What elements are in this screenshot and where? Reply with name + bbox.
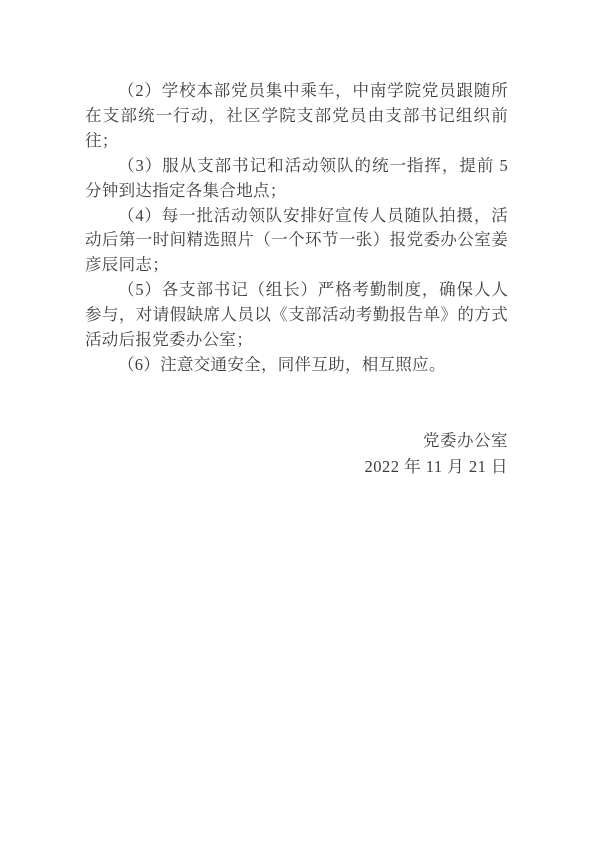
paragraph-item-3: （3）服从支部书记和活动领队的统一指挥，提前 5 分钟到达指定各集合地点； bbox=[85, 155, 508, 200]
document-content bbox=[85, 79, 508, 480]
paragraph-item-5: （5）各支部书记（组长）严格考勤制度，确保人人参与，对请假缺席人员以《支部活动考勤报告单》的方式活动后报党委办公室； bbox=[85, 280, 508, 350]
paragraph-item-2: （2）学校本部党员集中乘车，中南学院党员跟随所在支部统一行动，社区学院支部党员由支部书记组织前往； bbox=[85, 81, 508, 150]
paragraph-item-4: （4）每一批活动领队安排好宣传人员随队拍摄，活动后第一时间精选照片（一个环节一张）报党委办公室姜彦辰同志； bbox=[85, 205, 508, 275]
signature-date: 2022 年 11 月 21 日 bbox=[364, 456, 508, 476]
signature-office: 党委办公室 bbox=[423, 430, 508, 450]
paragraph-item-6: （6）注意交通安全，同伴互助，相互照应。 bbox=[118, 354, 446, 374]
signature-block bbox=[85, 428, 508, 480]
